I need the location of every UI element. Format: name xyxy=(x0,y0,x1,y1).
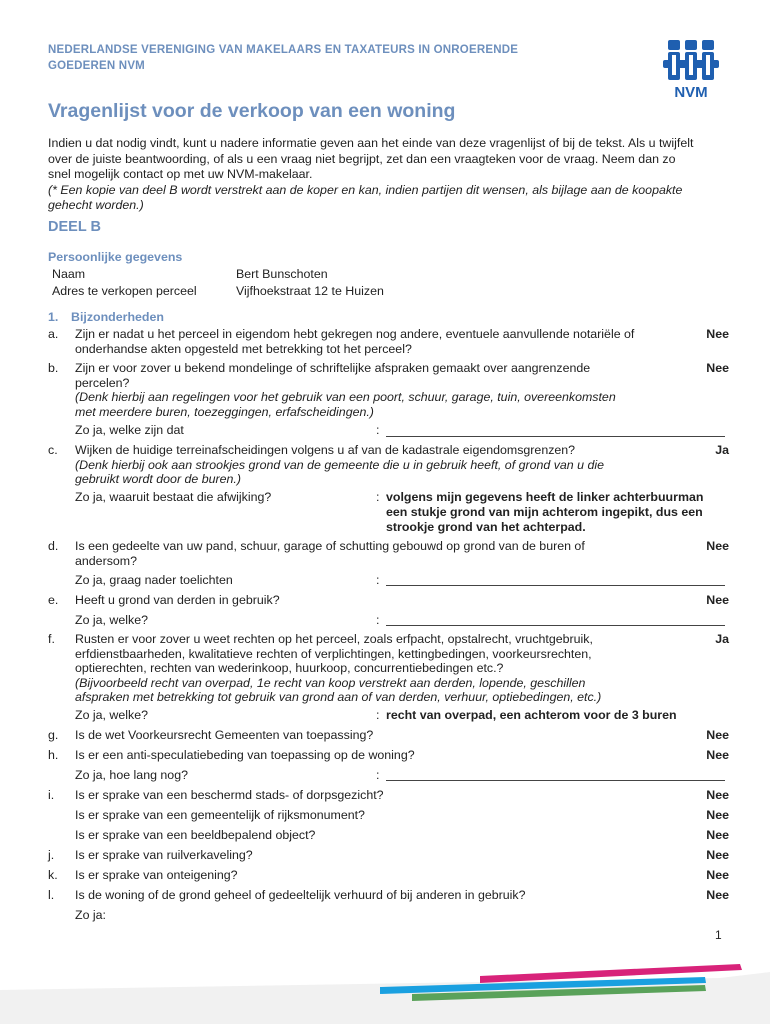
intro-text xyxy=(48,136,728,214)
question-note: gebruikt wordt door de buren.) xyxy=(75,472,241,486)
question-l: Is de woning of de grond geheel of gedeeltelijk verhuurd of bij anderen in gebruik? xyxy=(75,888,526,902)
followup-d: Zo ja, graag nader toelichten xyxy=(75,573,233,587)
page-title: Vragenlijst voor de verkoop van een woning xyxy=(48,100,456,122)
answer-line-d xyxy=(386,585,725,586)
detail-text: volgens mijn gegevens heeft de linker achterbuurman xyxy=(386,490,704,504)
footer-decoration xyxy=(0,950,770,1024)
answer-b: Nee xyxy=(706,361,729,375)
answer-line-e xyxy=(386,625,725,626)
answer-line-h xyxy=(386,780,725,781)
followup-b: Zo ja, welke zijn dat xyxy=(75,423,184,437)
question-i-2: Is er sprake van een gemeentelijk of rijksmonument? xyxy=(75,808,365,822)
answer-l: Nee xyxy=(706,888,729,902)
intro-line: snel mogelijk contact op met uw NVM-makelaar. xyxy=(48,167,313,181)
question-letter: j. xyxy=(48,848,55,862)
question-e xyxy=(75,593,675,608)
colon: : xyxy=(376,708,380,722)
question-note: afspraken met betrekking tot gebruik van grond aan of van derden, verhuur, optiebedingen, etc.) xyxy=(75,690,602,704)
section-1-heading: Bijzonderheden xyxy=(71,310,164,324)
question-d xyxy=(75,539,675,568)
question-b xyxy=(75,361,675,419)
section-heading-deel-b: DEEL B xyxy=(48,219,101,235)
question-j: Is er sprake van ruilverkaveling? xyxy=(75,848,253,862)
detail-c xyxy=(386,490,703,534)
question-text: optierechten, rechten van wederinkoop, huurkoop, concurrentiebedingen etc.? xyxy=(75,661,504,675)
question-k: Is er sprake van onteigening? xyxy=(75,868,238,882)
question-text: erfdienstbaarheden, kwalitatieve rechten of verplichtingen, kettingbedingen, voorkeursrechten, xyxy=(75,646,592,661)
question-i-3: Is er sprake van een beeldbepalend object? xyxy=(75,828,316,842)
colon: : xyxy=(376,490,380,504)
question-letter: i. xyxy=(48,788,55,802)
answer-f: Ja xyxy=(715,632,729,646)
detail-text: strookje grond van het achterpad. xyxy=(386,519,586,534)
nvm-logo xyxy=(655,38,727,100)
question-text: Wijken de huidige terreinafscheidingen volgens u af van de kadastrale eigendomsgrenzen? xyxy=(75,443,576,457)
question-letter: g. xyxy=(48,728,59,742)
question-i: Is er sprake van een beschermd stads- of dorpsgezicht? xyxy=(75,788,384,802)
address-value: Vijfhoekstraat 12 te Huizen xyxy=(236,284,384,298)
colon: : xyxy=(376,613,380,627)
answer-i-2: Nee xyxy=(706,808,729,822)
question-letter: h. xyxy=(48,748,59,762)
question-letter: f. xyxy=(48,632,55,646)
intro-line: Indien u dat nodig vindt, kunt u nadere informatie geven aan het einde van deze vragenlijst of bij de tekst. Als u twijfelt xyxy=(48,136,694,150)
answer-k: Nee xyxy=(706,868,729,882)
answer-g: Nee xyxy=(706,728,729,742)
question-letter: d. xyxy=(48,539,59,553)
question-f xyxy=(75,632,675,705)
intro-note: (* Een kopie van deel B wordt verstrekt aan de koper en kan, indien partijen dit wensen, als bijlage aan de koopakte xyxy=(48,182,683,197)
question-c xyxy=(75,443,675,487)
name-value: Bert Bunschoten xyxy=(236,267,328,281)
question-text: Zijn er voor zover u bekend mondelinge of schriftelijke afspraken gemaakt over aangrenzende xyxy=(75,361,591,375)
answer-h: Nee xyxy=(706,748,729,762)
personal-heading: Persoonlijke gegevens xyxy=(48,250,183,264)
question-text: andersom? xyxy=(75,553,137,568)
followup-c: Zo ja, waaruit bestaat die afwijking? xyxy=(75,490,272,504)
question-note: met meerdere buren, toezeggingen, erfafscheidingen.) xyxy=(75,404,374,419)
answer-i: Nee xyxy=(706,788,729,802)
name-label: Naam xyxy=(52,267,86,281)
answer-i-3: Nee xyxy=(706,828,729,842)
logo-text: NVM xyxy=(674,84,708,100)
question-text: Rusten er voor zover u weet rechten op het perceel, zoals erfpacht, opstalrecht, vruchtgebruik, xyxy=(75,632,593,646)
question-note: (Bijvoorbeeld recht van overpad, 1e recht van koop verstrekt aan derden, lopende, geschillen xyxy=(75,675,586,690)
organization-line-1: NEDERLANDSE VERENIGING VAN MAKELAARS EN TAXATEURS IN ONROERENDE xyxy=(48,44,519,56)
question-a xyxy=(75,327,675,356)
followup-h: Zo ja, hoe lang nog? xyxy=(75,768,188,782)
question-text: Zijn er nadat u het perceel in eigendom hebt gekregen nog andere, eventuele aanvullende notariële of xyxy=(75,327,635,341)
colon: : xyxy=(376,423,380,437)
question-letter: c. xyxy=(48,443,58,457)
question-g: Is de wet Voorkeursrecht Gemeenten van toepassing? xyxy=(75,728,374,742)
followup-l: Zo ja: xyxy=(75,908,106,922)
followup-f: Zo ja, welke? xyxy=(75,708,149,722)
question-letter: e. xyxy=(48,593,59,607)
question-note: (Denk hierbij aan regelingen voor het gebruik van een poort, schuur, garage, tuin, overeenkomsten xyxy=(75,390,616,404)
answer-c: Ja xyxy=(715,443,729,457)
question-text: Heeft u grond van derden in gebruik? xyxy=(75,593,280,607)
question-text: Is een gedeelte van uw pand, schuur, garage of schutting gebouwd op grond van de buren of xyxy=(75,539,585,553)
address-label: Adres te verkopen perceel xyxy=(52,284,197,298)
intro-line: over de juiste beantwoording, of als u een vraag niet begrijpt, zet dan een vraagteken voor de vraag. Neem dan zo xyxy=(48,151,676,166)
question-letter: b. xyxy=(48,361,59,375)
colon: : xyxy=(376,573,380,587)
nvm-logo-icon xyxy=(655,38,727,100)
section-1-number: 1. xyxy=(48,310,59,324)
question-letter: a. xyxy=(48,327,59,341)
question-text: percelen? xyxy=(75,375,130,390)
intro-note: gehecht worden.) xyxy=(48,198,144,212)
detail-f: recht van overpad, een achterom voor de 3 buren xyxy=(386,708,677,722)
answer-j: Nee xyxy=(706,848,729,862)
question-letter: k. xyxy=(48,868,58,882)
question-letter: l. xyxy=(48,888,55,902)
answer-e: Nee xyxy=(706,593,729,607)
answer-d: Nee xyxy=(706,539,729,553)
answer-line-b xyxy=(386,436,725,437)
question-text: onderhandse akten opgesteld met betrekking tot het perceel? xyxy=(75,341,412,356)
organization-line-2: GOEDEREN NVM xyxy=(48,60,145,72)
question-h: Is er een anti-speculatiebeding van toepassing op de woning? xyxy=(75,748,415,762)
organization-name xyxy=(48,42,608,74)
colon: : xyxy=(376,768,380,782)
followup-e: Zo ja, welke? xyxy=(75,613,149,627)
question-note: (Denk hierbij ook aan strookjes grond van de gemeente die u in gebruik heeft, of grond van u die xyxy=(75,457,605,472)
answer-a: Nee xyxy=(706,327,729,341)
page-number: 1 xyxy=(715,928,722,942)
detail-text: een stukje grond van mijn achterom ingepikt, dus een xyxy=(386,504,703,519)
